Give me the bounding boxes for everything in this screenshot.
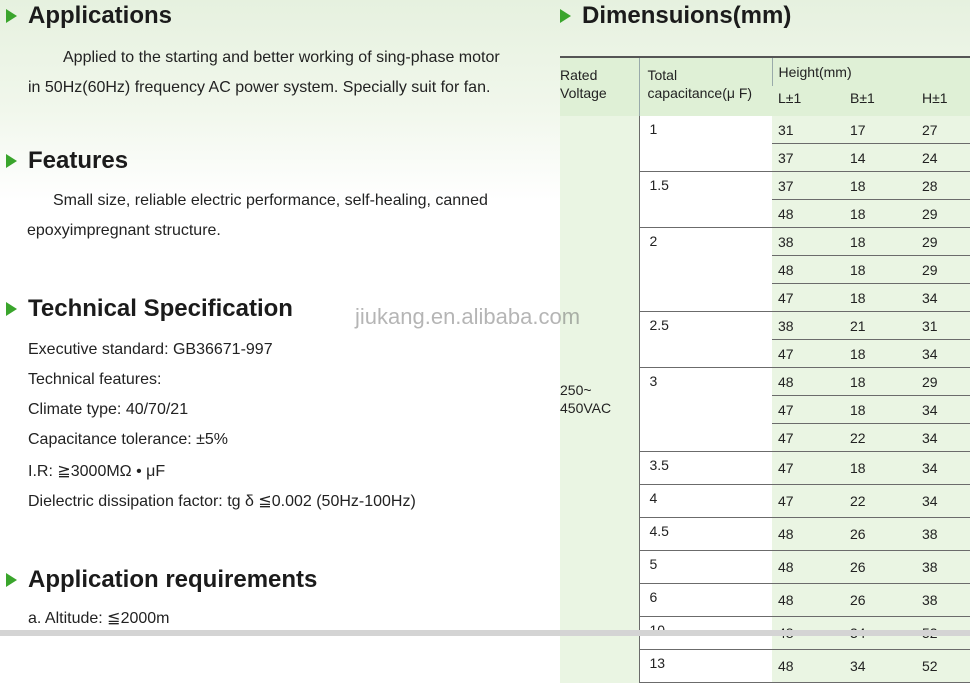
dimension-b-cell: 18	[844, 228, 916, 256]
technical-heading	[6, 295, 293, 323]
dimensions-title: Dimensuions(mm)	[582, 2, 792, 29]
capacitance-cell: 13	[639, 650, 772, 683]
dimension-l-cell: 48	[772, 368, 844, 396]
spec-capacitance-tolerance: Capacitance tolerance: ±5%	[28, 431, 229, 448]
features-text-line2: epoxyimpregnant structure.	[27, 222, 221, 239]
dimensions-heading	[560, 2, 791, 30]
dimension-b-cell: 17	[844, 116, 916, 144]
spec-dissipation-factor: Dielectric dissipation factor: tg δ ≦0.002 (50Hz-100Hz)	[28, 493, 416, 510]
dimension-l-cell: 48	[772, 551, 844, 584]
header-total-line1: Total	[647, 67, 678, 83]
dimension-b-cell: 18	[844, 284, 916, 312]
dimension-h-cell: 29	[916, 228, 970, 256]
dimension-h-cell: 31	[916, 312, 970, 340]
technical-title: Technical Specification	[28, 295, 293, 322]
dimension-l-cell: 31	[772, 116, 844, 144]
dimension-h-cell: 34	[916, 424, 970, 452]
dimension-h-cell: 28	[916, 172, 970, 200]
capacitance-cell: 5	[639, 551, 772, 584]
dimension-l-cell: 47	[772, 340, 844, 368]
dimension-h-cell: 34	[916, 284, 970, 312]
dimension-b-cell: 18	[844, 172, 916, 200]
capacitance-cell: 6	[639, 584, 772, 617]
header-total-capacitance	[639, 58, 772, 116]
dimension-l-cell: 38	[772, 228, 844, 256]
capacitance-cell: 3	[639, 368, 772, 452]
dimension-b-cell: 21	[844, 312, 916, 340]
dimension-b-cell: 26	[844, 551, 916, 584]
dimension-h-cell: 29	[916, 200, 970, 228]
dimension-b-cell: 14	[844, 144, 916, 172]
spec-climate-type: Climate type: 40/70/21	[28, 401, 189, 418]
dimension-b-cell: 18	[844, 396, 916, 424]
dimension-h-cell: 52	[916, 650, 970, 683]
spec-executive-standard: Executive standard: GB36671-997	[28, 341, 273, 358]
dimension-l-cell: 48	[772, 584, 844, 617]
spec-insulation-resistance: I.R: ≧3000MΩ • μF	[28, 463, 166, 480]
dimension-h-cell: 29	[916, 256, 970, 284]
bullet-triangle-icon	[6, 302, 17, 316]
dimension-l-cell: 47	[772, 284, 844, 312]
right-column	[550, 0, 970, 674]
applications-text-line2: in 50Hz(60Hz) frequency AC power system. Specially suit for fan.	[28, 79, 491, 96]
capacitance-cell: 2	[639, 228, 772, 312]
dimension-l-cell: 47	[772, 485, 844, 518]
dimension-l-cell: 48	[772, 518, 844, 551]
dimension-b-cell: 22	[844, 424, 916, 452]
bullet-triangle-icon	[560, 9, 571, 23]
dimension-b-cell: 18	[844, 452, 916, 485]
bottom-edge-bar	[0, 630, 970, 636]
dimension-h-cell: 38	[916, 584, 970, 617]
bullet-triangle-icon	[6, 154, 17, 168]
dimension-l-cell: 48	[772, 650, 844, 683]
header-h: H±1	[916, 86, 970, 116]
dimension-h-cell: 24	[916, 144, 970, 172]
capacitance-cell: 3.5	[639, 452, 772, 485]
capacitance-cell: 1.5	[639, 172, 772, 228]
requirements-heading	[6, 566, 317, 594]
header-b: B±1	[844, 86, 916, 116]
dimension-l-cell: 37	[772, 144, 844, 172]
spec-technical-features: Technical features:	[28, 371, 162, 388]
dimension-b-cell: 18	[844, 256, 916, 284]
dimension-h-cell: 27	[916, 116, 970, 144]
capacitance-cell: 1	[639, 116, 772, 172]
table-row	[560, 116, 970, 144]
requirements-title: Application requirements	[28, 566, 318, 593]
dimensions-table-wrapper	[560, 56, 970, 674]
requirement-altitude: a. Altitude: ≦2000m	[28, 610, 170, 627]
watermark-text: jiukang.en.alibaba.com	[355, 304, 581, 329]
dimension-b-cell: 34	[844, 650, 916, 683]
dimensions-table	[560, 58, 970, 683]
dimension-b-cell: 26	[844, 518, 916, 551]
applications-title: Applications	[28, 2, 173, 29]
dimension-l-cell: 47	[772, 396, 844, 424]
dimension-b-cell: 18	[844, 368, 916, 396]
dimension-b-cell: 26	[844, 584, 916, 617]
applications-text-line1: Applied to the starting and better working of sing-phase motor	[63, 49, 500, 66]
dimension-h-cell: 34	[916, 452, 970, 485]
bullet-triangle-icon	[6, 573, 17, 587]
capacitance-cell: 4.5	[639, 518, 772, 551]
dimension-h-cell: 34	[916, 485, 970, 518]
dimension-l-cell: 38	[772, 312, 844, 340]
dimensions-table-body	[560, 116, 970, 683]
header-height: Height(mm)	[772, 58, 970, 86]
dimension-h-cell: 38	[916, 551, 970, 584]
dimension-l-cell: 48	[772, 256, 844, 284]
dimension-h-cell: 34	[916, 396, 970, 424]
features-text-line1: Small size, reliable electric performance, self-healing, canned	[53, 192, 488, 209]
dimension-l-cell: 37	[772, 172, 844, 200]
dimension-l-cell: 47	[772, 424, 844, 452]
rated-voltage-cell: 250~ 450VAC	[560, 116, 639, 683]
dimension-h-cell: 34	[916, 340, 970, 368]
header-total-line2: capacitance(μ F)	[647, 85, 753, 101]
dimension-b-cell: 18	[844, 200, 916, 228]
header-rated-voltage: Rated Voltage	[560, 58, 639, 116]
dimension-b-cell: 22	[844, 485, 916, 518]
dimension-b-cell: 18	[844, 340, 916, 368]
capacitance-cell: 2.5	[639, 312, 772, 368]
features-title: Features	[28, 147, 129, 174]
dimension-l-cell: 48	[772, 200, 844, 228]
applications-heading	[6, 2, 172, 30]
dimension-l-cell: 47	[772, 452, 844, 485]
dimension-h-cell: 29	[916, 368, 970, 396]
header-l: L±1	[772, 86, 844, 116]
features-heading	[6, 147, 128, 175]
dimension-h-cell: 38	[916, 518, 970, 551]
bullet-triangle-icon	[6, 9, 17, 23]
capacitance-cell: 4	[639, 485, 772, 518]
